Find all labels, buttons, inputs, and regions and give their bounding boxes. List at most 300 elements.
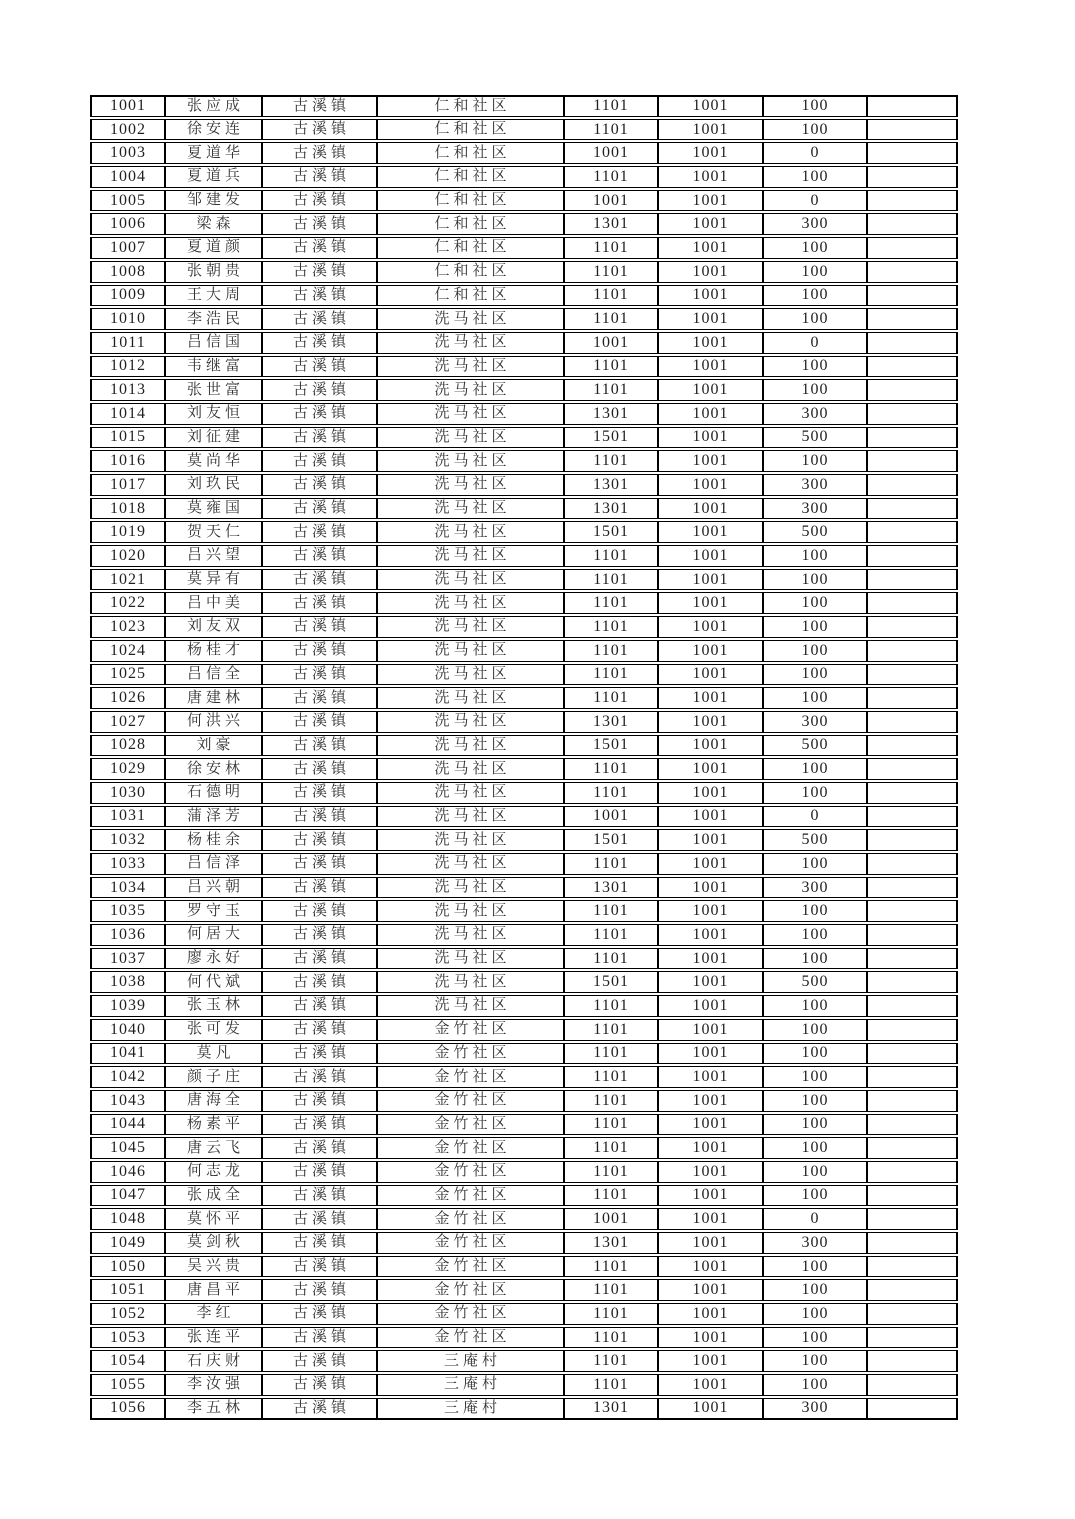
cell-town: 古溪镇 <box>262 829 377 851</box>
cell-blank <box>867 95 958 117</box>
table-row <box>90 853 958 875</box>
cell-name: 何代斌 <box>165 971 262 993</box>
table-row <box>90 735 958 757</box>
cell-id: 1050 <box>90 1256 165 1278</box>
cell-id: 1048 <box>90 1208 165 1230</box>
cell-code-a: 1501 <box>564 735 658 757</box>
cell-code-a: 1101 <box>564 948 658 970</box>
cell-blank <box>867 971 958 993</box>
cell-name: 颜子庄 <box>165 1066 262 1088</box>
cell-blank <box>867 1398 958 1420</box>
cell-code-a: 1101 <box>564 356 658 378</box>
table-row <box>90 1185 958 1207</box>
cell-name: 张世富 <box>165 379 262 401</box>
cell-name: 石庆财 <box>165 1350 262 1372</box>
cell-code-a: 1101 <box>564 758 658 780</box>
table-row <box>90 545 958 567</box>
cell-community: 洗马社区 <box>377 545 564 567</box>
cell-id: 1034 <box>90 877 165 899</box>
cell-name: 唐海全 <box>165 1090 262 1112</box>
cell-code-b: 1001 <box>658 261 763 283</box>
cell-blank <box>867 735 958 757</box>
table-row <box>90 1090 958 1112</box>
cell-code-a: 1101 <box>564 1137 658 1159</box>
cell-amount: 100 <box>763 285 867 307</box>
cell-town: 古溪镇 <box>262 1398 377 1420</box>
cell-code-b: 1001 <box>658 213 763 235</box>
cell-code-a: 1101 <box>564 1161 658 1183</box>
cell-community: 金竹社区 <box>377 1019 564 1041</box>
cell-town: 古溪镇 <box>262 545 377 567</box>
cell-id: 1013 <box>90 379 165 401</box>
cell-amount: 100 <box>763 569 867 591</box>
cell-code-a: 1301 <box>564 498 658 520</box>
table-body <box>90 95 958 1420</box>
cell-community: 金竹社区 <box>377 1256 564 1278</box>
cell-id: 1025 <box>90 664 165 686</box>
cell-community: 三庵村 <box>377 1398 564 1420</box>
cell-code-a: 1101 <box>564 1185 658 1207</box>
cell-code-b: 1001 <box>658 1090 763 1112</box>
cell-town: 古溪镇 <box>262 569 377 591</box>
cell-community: 仁和社区 <box>377 119 564 141</box>
cell-code-a: 1101 <box>564 900 658 922</box>
cell-blank <box>867 806 958 828</box>
cell-amount: 100 <box>763 1374 867 1396</box>
cell-town: 古溪镇 <box>262 1208 377 1230</box>
cell-community: 洗马社区 <box>377 806 564 828</box>
cell-town: 古溪镇 <box>262 474 377 496</box>
cell-amount: 300 <box>763 877 867 899</box>
cell-blank <box>867 1208 958 1230</box>
cell-id: 1018 <box>90 498 165 520</box>
cell-code-b: 1001 <box>658 332 763 354</box>
table-row <box>90 285 958 307</box>
cell-amount: 100 <box>763 664 867 686</box>
cell-name: 莫雍国 <box>165 498 262 520</box>
cell-community: 金竹社区 <box>377 1279 564 1301</box>
cell-town: 古溪镇 <box>262 900 377 922</box>
cell-code-b: 1001 <box>658 806 763 828</box>
cell-id: 1003 <box>90 142 165 164</box>
table-row <box>90 237 958 259</box>
cell-code-b: 1001 <box>658 403 763 425</box>
cell-amount: 100 <box>763 782 867 804</box>
cell-amount: 100 <box>763 616 867 638</box>
cell-code-b: 1001 <box>658 758 763 780</box>
cell-name: 吕中美 <box>165 592 262 614</box>
cell-id: 1027 <box>90 711 165 733</box>
cell-name: 廖永好 <box>165 948 262 970</box>
cell-code-b: 1001 <box>658 971 763 993</box>
cell-town: 古溪镇 <box>262 332 377 354</box>
cell-id: 1014 <box>90 403 165 425</box>
table-row <box>90 379 958 401</box>
cell-code-a: 1101 <box>564 119 658 141</box>
cell-code-a: 1001 <box>564 806 658 828</box>
cell-town: 古溪镇 <box>262 1185 377 1207</box>
cell-community: 仁和社区 <box>377 213 564 235</box>
cell-code-b: 1001 <box>658 356 763 378</box>
cell-code-a: 1001 <box>564 1208 658 1230</box>
cell-town: 古溪镇 <box>262 261 377 283</box>
cell-community: 洗马社区 <box>377 995 564 1017</box>
cell-code-b: 1001 <box>658 474 763 496</box>
cell-id: 1006 <box>90 213 165 235</box>
cell-id: 1030 <box>90 782 165 804</box>
cell-code-b: 1001 <box>658 142 763 164</box>
cell-name: 张可发 <box>165 1019 262 1041</box>
cell-amount: 500 <box>763 427 867 449</box>
cell-code-b: 1001 <box>658 1350 763 1372</box>
cell-town: 古溪镇 <box>262 592 377 614</box>
cell-name: 夏道华 <box>165 142 262 164</box>
cell-blank <box>867 1303 958 1325</box>
cell-name: 王大周 <box>165 285 262 307</box>
cell-id: 1007 <box>90 237 165 259</box>
cell-community: 洗马社区 <box>377 711 564 733</box>
cell-town: 古溪镇 <box>262 782 377 804</box>
cell-name: 莫凡 <box>165 1043 262 1065</box>
cell-code-b: 1001 <box>658 995 763 1017</box>
cell-code-b: 1001 <box>658 427 763 449</box>
cell-id: 1056 <box>90 1398 165 1420</box>
table-row <box>90 308 958 330</box>
cell-code-b: 1001 <box>658 498 763 520</box>
cell-id: 1021 <box>90 569 165 591</box>
cell-community: 洗马社区 <box>377 474 564 496</box>
cell-community: 洗马社区 <box>377 853 564 875</box>
cell-community: 洗马社区 <box>377 640 564 662</box>
cell-name: 贺天仁 <box>165 521 262 543</box>
cell-blank <box>867 190 958 212</box>
cell-amount: 100 <box>763 640 867 662</box>
cell-code-a: 1001 <box>564 142 658 164</box>
cell-community: 金竹社区 <box>377 1232 564 1254</box>
cell-name: 何居大 <box>165 924 262 946</box>
cell-community: 洗马社区 <box>377 687 564 709</box>
cell-name: 刘友恒 <box>165 403 262 425</box>
cell-name: 吴兴贵 <box>165 1256 262 1278</box>
cell-id: 1053 <box>90 1327 165 1349</box>
cell-town: 古溪镇 <box>262 1232 377 1254</box>
table-row <box>90 450 958 472</box>
cell-blank <box>867 995 958 1017</box>
cell-code-a: 1101 <box>564 1114 658 1136</box>
cell-blank <box>867 1232 958 1254</box>
cell-code-a: 1301 <box>564 474 658 496</box>
cell-community: 洗马社区 <box>377 356 564 378</box>
cell-amount: 300 <box>763 403 867 425</box>
cell-amount: 0 <box>763 332 867 354</box>
cell-name: 吕信泽 <box>165 853 262 875</box>
cell-community: 洗马社区 <box>377 569 564 591</box>
cell-code-b: 1001 <box>658 1066 763 1088</box>
cell-amount: 100 <box>763 450 867 472</box>
cell-code-a: 1101 <box>564 569 658 591</box>
cell-code-b: 1001 <box>658 1256 763 1278</box>
cell-id: 1024 <box>90 640 165 662</box>
cell-name: 韦继富 <box>165 356 262 378</box>
cell-code-a: 1501 <box>564 427 658 449</box>
table-row <box>90 687 958 709</box>
cell-code-a: 1101 <box>564 95 658 117</box>
cell-blank <box>867 948 958 970</box>
cell-id: 1031 <box>90 806 165 828</box>
table-row <box>90 474 958 496</box>
cell-blank <box>867 877 958 899</box>
cell-code-b: 1001 <box>658 900 763 922</box>
cell-amount: 100 <box>763 261 867 283</box>
cell-community: 洗马社区 <box>377 308 564 330</box>
cell-blank <box>867 1066 958 1088</box>
cell-amount: 100 <box>763 1350 867 1372</box>
cell-community: 洗马社区 <box>377 782 564 804</box>
table-row <box>90 142 958 164</box>
table-row <box>90 1114 958 1136</box>
cell-community: 洗马社区 <box>377 758 564 780</box>
cell-town: 古溪镇 <box>262 498 377 520</box>
table-row <box>90 1043 958 1065</box>
cell-town: 古溪镇 <box>262 924 377 946</box>
cell-amount: 500 <box>763 829 867 851</box>
cell-blank <box>867 1350 958 1372</box>
cell-amount: 0 <box>763 142 867 164</box>
cell-code-b: 1001 <box>658 853 763 875</box>
cell-amount: 300 <box>763 213 867 235</box>
cell-code-a: 1501 <box>564 829 658 851</box>
cell-amount: 100 <box>763 1137 867 1159</box>
cell-id: 1032 <box>90 829 165 851</box>
cell-name: 李五林 <box>165 1398 262 1420</box>
cell-name: 吕兴朝 <box>165 877 262 899</box>
table-row <box>90 213 958 235</box>
cell-blank <box>867 1374 958 1396</box>
cell-id: 1004 <box>90 166 165 188</box>
cell-amount: 100 <box>763 95 867 117</box>
cell-code-b: 1001 <box>658 1161 763 1183</box>
table-row <box>90 1256 958 1278</box>
cell-amount: 100 <box>763 1019 867 1041</box>
cell-code-b: 1001 <box>658 450 763 472</box>
cell-code-a: 1301 <box>564 877 658 899</box>
cell-town: 古溪镇 <box>262 119 377 141</box>
cell-code-a: 1101 <box>564 1350 658 1372</box>
cell-blank <box>867 640 958 662</box>
cell-name: 莫怀平 <box>165 1208 262 1230</box>
cell-code-b: 1001 <box>658 545 763 567</box>
cell-community: 三庵村 <box>377 1374 564 1396</box>
cell-name: 莫剑秋 <box>165 1232 262 1254</box>
cell-code-a: 1101 <box>564 640 658 662</box>
cell-community: 金竹社区 <box>377 1066 564 1088</box>
cell-code-b: 1001 <box>658 1303 763 1325</box>
cell-amount: 100 <box>763 1185 867 1207</box>
cell-id: 1016 <box>90 450 165 472</box>
cell-code-b: 1001 <box>658 1232 763 1254</box>
cell-community: 洗马社区 <box>377 948 564 970</box>
table-row <box>90 711 958 733</box>
cell-code-a: 1101 <box>564 853 658 875</box>
cell-code-b: 1001 <box>658 1043 763 1065</box>
cell-community: 仁和社区 <box>377 237 564 259</box>
cell-amount: 300 <box>763 498 867 520</box>
cell-blank <box>867 1327 958 1349</box>
cell-code-a: 1101 <box>564 782 658 804</box>
cell-amount: 100 <box>763 1279 867 1301</box>
cell-code-a: 1301 <box>564 1398 658 1420</box>
table-row <box>90 166 958 188</box>
cell-code-b: 1001 <box>658 782 763 804</box>
cell-name: 杨素平 <box>165 1114 262 1136</box>
cell-name: 夏道颜 <box>165 237 262 259</box>
cell-community: 仁和社区 <box>377 261 564 283</box>
cell-name: 邹建发 <box>165 190 262 212</box>
cell-name: 刘友双 <box>165 616 262 638</box>
cell-id: 1015 <box>90 427 165 449</box>
table-row <box>90 616 958 638</box>
table-row <box>90 427 958 449</box>
cell-blank <box>867 379 958 401</box>
table-row <box>90 569 958 591</box>
cell-id: 1012 <box>90 356 165 378</box>
cell-name: 莫异有 <box>165 569 262 591</box>
cell-id: 1047 <box>90 1185 165 1207</box>
table-row <box>90 1232 958 1254</box>
table-row <box>90 900 958 922</box>
cell-blank <box>867 119 958 141</box>
cell-blank <box>867 1185 958 1207</box>
cell-code-b: 1001 <box>658 1279 763 1301</box>
cell-town: 古溪镇 <box>262 1066 377 1088</box>
cell-id: 1020 <box>90 545 165 567</box>
cell-blank <box>867 498 958 520</box>
cell-town: 古溪镇 <box>262 1137 377 1159</box>
cell-community: 洗马社区 <box>377 735 564 757</box>
data-table <box>90 93 958 1422</box>
cell-name: 张成全 <box>165 1185 262 1207</box>
cell-code-b: 1001 <box>658 711 763 733</box>
cell-code-a: 1101 <box>564 1374 658 1396</box>
cell-blank <box>867 711 958 733</box>
cell-amount: 100 <box>763 853 867 875</box>
cell-id: 1010 <box>90 308 165 330</box>
cell-id: 1042 <box>90 1066 165 1088</box>
cell-town: 古溪镇 <box>262 735 377 757</box>
cell-code-b: 1001 <box>658 829 763 851</box>
cell-id: 1011 <box>90 332 165 354</box>
cell-id: 1049 <box>90 1232 165 1254</box>
cell-town: 古溪镇 <box>262 640 377 662</box>
cell-code-a: 1101 <box>564 1256 658 1278</box>
cell-code-b: 1001 <box>658 285 763 307</box>
cell-id: 1019 <box>90 521 165 543</box>
cell-code-a: 1101 <box>564 1019 658 1041</box>
cell-id: 1009 <box>90 285 165 307</box>
cell-name: 刘征建 <box>165 427 262 449</box>
cell-community: 金竹社区 <box>377 1043 564 1065</box>
cell-name: 徐安林 <box>165 758 262 780</box>
cell-amount: 100 <box>763 1043 867 1065</box>
cell-town: 古溪镇 <box>262 308 377 330</box>
cell-blank <box>867 1019 958 1041</box>
table-row <box>90 332 958 354</box>
cell-town: 古溪镇 <box>262 711 377 733</box>
cell-id: 1046 <box>90 1161 165 1183</box>
cell-community: 金竹社区 <box>377 1303 564 1325</box>
cell-id: 1043 <box>90 1090 165 1112</box>
cell-code-b: 1001 <box>658 1398 763 1420</box>
cell-blank <box>867 403 958 425</box>
cell-town: 古溪镇 <box>262 213 377 235</box>
cell-community: 金竹社区 <box>377 1327 564 1349</box>
cell-code-b: 1001 <box>658 95 763 117</box>
cell-code-b: 1001 <box>658 190 763 212</box>
cell-amount: 100 <box>763 545 867 567</box>
cell-blank <box>867 285 958 307</box>
cell-name: 吕信全 <box>165 664 262 686</box>
table-row <box>90 261 958 283</box>
cell-blank <box>867 616 958 638</box>
cell-code-a: 1101 <box>564 166 658 188</box>
cell-town: 古溪镇 <box>262 379 377 401</box>
cell-id: 1001 <box>90 95 165 117</box>
cell-amount: 100 <box>763 1066 867 1088</box>
cell-code-a: 1101 <box>564 616 658 638</box>
cell-code-a: 1101 <box>564 1327 658 1349</box>
cell-town: 古溪镇 <box>262 95 377 117</box>
cell-community: 洗马社区 <box>377 971 564 993</box>
cell-blank <box>867 308 958 330</box>
table-row <box>90 356 958 378</box>
cell-town: 古溪镇 <box>262 1256 377 1278</box>
table-row <box>90 1374 958 1396</box>
cell-id: 1054 <box>90 1350 165 1372</box>
cell-name: 杨桂余 <box>165 829 262 851</box>
cell-blank <box>867 166 958 188</box>
cell-code-a: 1101 <box>564 1303 658 1325</box>
table-row <box>90 995 958 1017</box>
cell-code-a: 1101 <box>564 261 658 283</box>
cell-town: 古溪镇 <box>262 1043 377 1065</box>
cell-town: 古溪镇 <box>262 1161 377 1183</box>
cell-town: 古溪镇 <box>262 450 377 472</box>
cell-community: 仁和社区 <box>377 190 564 212</box>
cell-code-a: 1301 <box>564 1232 658 1254</box>
cell-community: 仁和社区 <box>377 166 564 188</box>
cell-name: 张连平 <box>165 1327 262 1349</box>
cell-community: 洗马社区 <box>377 332 564 354</box>
cell-code-b: 1001 <box>658 1374 763 1396</box>
cell-blank <box>867 1256 958 1278</box>
cell-blank <box>867 261 958 283</box>
cell-blank <box>867 545 958 567</box>
cell-town: 古溪镇 <box>262 521 377 543</box>
cell-amount: 100 <box>763 592 867 614</box>
cell-name: 唐建林 <box>165 687 262 709</box>
cell-amount: 0 <box>763 1208 867 1230</box>
table-row <box>90 1350 958 1372</box>
table-row <box>90 758 958 780</box>
cell-code-a: 1101 <box>564 379 658 401</box>
cell-town: 古溪镇 <box>262 948 377 970</box>
cell-code-b: 1001 <box>658 616 763 638</box>
cell-id: 1055 <box>90 1374 165 1396</box>
cell-id: 1040 <box>90 1019 165 1041</box>
cell-name: 蒲泽芳 <box>165 806 262 828</box>
cell-code-b: 1001 <box>658 924 763 946</box>
cell-community: 金竹社区 <box>377 1185 564 1207</box>
